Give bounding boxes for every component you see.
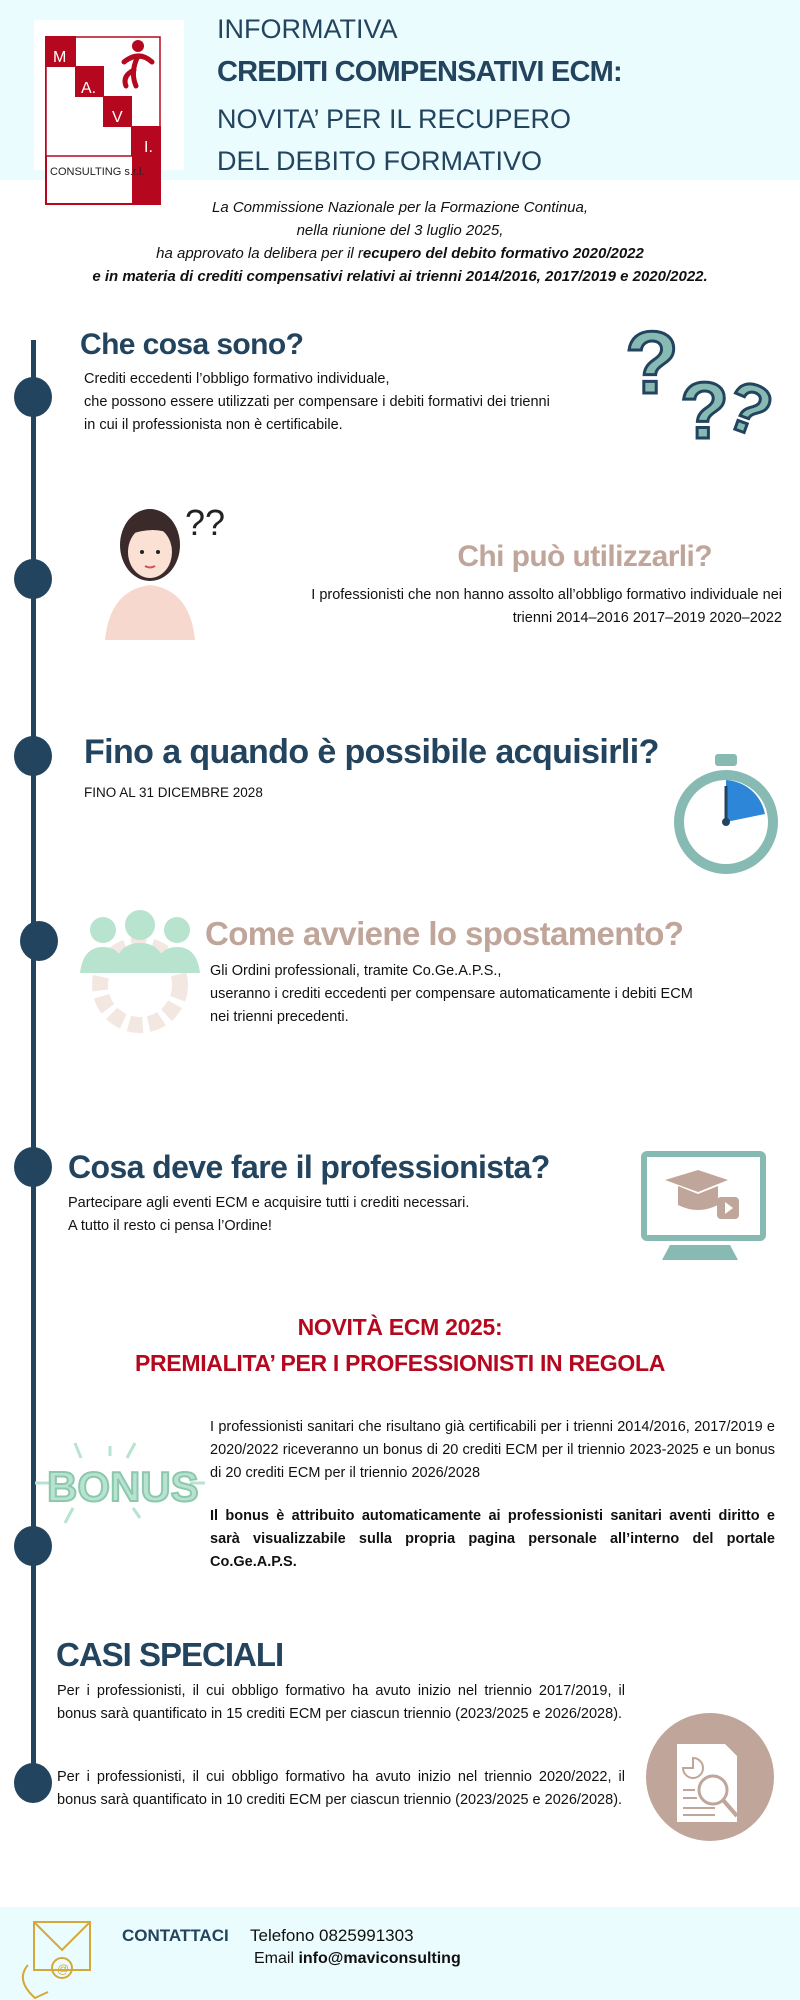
team-gear-icon — [78, 905, 203, 1030]
bonus-badge-text: BONUS — [47, 1463, 199, 1510]
text-line: useranno i crediti eccedenti per compensare automaticamente i debiti ECM — [210, 986, 693, 1002]
intro-text-part: ha approvato la delibera per il r — [156, 245, 363, 262]
svg-text:I.: I. — [144, 139, 153, 156]
contact-label: CONTATTACI — [122, 1926, 229, 1945]
section-text-todo — [68, 1192, 469, 1238]
section-title-how: Come avviene lo spostamento? — [205, 915, 684, 952]
timeline-dot — [14, 377, 52, 417]
question-marks-icon — [620, 313, 792, 455]
header-line-3: NOVITA’ PER IL RECUPERO — [217, 104, 572, 134]
email-label: Email — [254, 1950, 299, 1967]
header-title: CREDITI COMPENSATIVI ECM: — [217, 56, 622, 88]
svg-text:V: V — [112, 109, 123, 126]
header-line-1: INFORMATIVA — [217, 14, 398, 44]
section-text-how — [210, 960, 693, 1029]
intro-text — [0, 196, 800, 288]
svg-text:?: ? — [625, 313, 679, 412]
thinking-woman-icon — [95, 490, 225, 650]
timeline-dot — [20, 921, 58, 961]
bonus-text: I professionisti sanitari che risultano già certificabili per i trienni 2014/2016, 2017/2019 e 2020/2022 riceveranno un bonus di 20 crediti ECM per il triennio 2023-2025 e un bonus di 20 crediti ECM per il triennio 2026/2028 — [210, 1419, 775, 1481]
special-cases-title: CASI SPECIALI — [56, 1636, 284, 1673]
text-line: Gli Ordini professionali, tramite Co.Ge.A.P.S., — [210, 963, 502, 979]
intro-line: La Commissione Nazionale per la Formazione Continua, — [211, 199, 589, 216]
header-line-4: DEL DEBITO FORMATIVO — [217, 146, 543, 176]
document-search-icon — [645, 1712, 775, 1842]
svg-text:?: ? — [715, 364, 783, 453]
email-link[interactable]: info@maviconsulting — [298, 1950, 461, 1967]
special-case-1: Per i professionisti, il cui obbligo formativo ha avuto inizio nel triennio 2017/2019, il bonus sarà quantificato in 15 crediti ECM per ciascun triennio (2023/2025 e 2026/2028). — [57, 1683, 625, 1722]
bonus-note: Il bonus è attribuito automaticamente ai professionisti sanitari aventi diritto e sarà visualizzabile sulla propria pagina personale all’interno del portale Co.Ge.A.P.S. — [210, 1508, 775, 1570]
svg-text:M: M — [53, 49, 67, 66]
text-line: trienni 2014–2016 2017–2019 2020–2022 — [512, 610, 782, 626]
stopwatch-icon — [670, 752, 780, 877]
timeline-dot — [14, 1763, 52, 1803]
timeline-dot — [14, 1526, 52, 1566]
text-line: che possono essere utilizzati per compensare i debiti formativi dei trienni — [84, 394, 550, 410]
section-title-until: Fino a quando è possibile acquisirli? — [84, 733, 659, 771]
novita-title-line-1: NOVITÀ ECM 2025: — [297, 1314, 503, 1340]
logo-caption: CONSULTING s.r.l. — [50, 166, 145, 178]
intro-line — [0, 242, 800, 265]
bonus-badge-icon — [35, 1438, 205, 1528]
timeline-dot — [14, 1147, 52, 1187]
section-title-what: Che cosa sono? — [80, 328, 304, 361]
text-line: Crediti eccedenti l’obbligo formativo individuale, — [84, 371, 390, 387]
novita-title-line-2: PREMIALITA’ PER I PROFESSIONISTI IN REGOLA — [134, 1350, 666, 1376]
contact-phone[interactable]: Telefono 0825991303 — [250, 1926, 414, 1945]
timeline-dot — [14, 559, 52, 599]
text-line: A tutto il resto ci pensa l’Ordine! — [68, 1218, 272, 1234]
svg-text:?: ? — [680, 366, 729, 455]
intro-line: nella riunione del 3 luglio 2025, — [296, 222, 504, 239]
section-text-what — [84, 368, 550, 437]
svg-text:A.: A. — [81, 80, 97, 97]
section-text-until: FINO AL 31 DICEMBRE 2028 — [84, 785, 263, 800]
timeline-dot — [14, 736, 52, 776]
online-course-monitor-icon — [640, 1150, 768, 1260]
section-title-who: Chi può utilizzarli? — [457, 540, 712, 573]
svg-text:??: ?? — [185, 502, 226, 543]
stairs-logo-icon — [34, 20, 184, 178]
text-line: in cui il professionista non è certificabile. — [84, 417, 343, 433]
section-text-who — [311, 584, 782, 630]
intro-bold-part: ecupero del debito formativo 2020/2022 — [362, 245, 644, 262]
svg-text:@: @ — [57, 1962, 70, 1976]
special-case-2: Per i professionisti, il cui obbligo formativo ha avuto inizio nel triennio 2020/2022, il bonus sarà quantificato in 10 crediti ECM per ciascun triennio (2023/2025 e 2026/2028). — [57, 1769, 625, 1808]
text-line: nei trienni precedenti. — [210, 1009, 349, 1025]
mavi-logo — [34, 20, 184, 178]
contact-email — [254, 1950, 461, 1968]
text-line: I professionisti che non hanno assolto all’obbligo formativo individuale nei — [311, 587, 782, 603]
timeline-line — [31, 340, 36, 1785]
text-line: Partecipare agli eventi ECM e acquisire tutti i crediti necessari. — [68, 1195, 470, 1211]
intro-line: e in materia di crediti compensativi relativi ai trienni 2014/2016, 2017/2019 e 2020/2022. — [92, 268, 708, 285]
contact-envelope-phone-icon — [20, 1920, 92, 2000]
section-title-todo: Cosa deve fare il professionista? — [68, 1149, 550, 1185]
